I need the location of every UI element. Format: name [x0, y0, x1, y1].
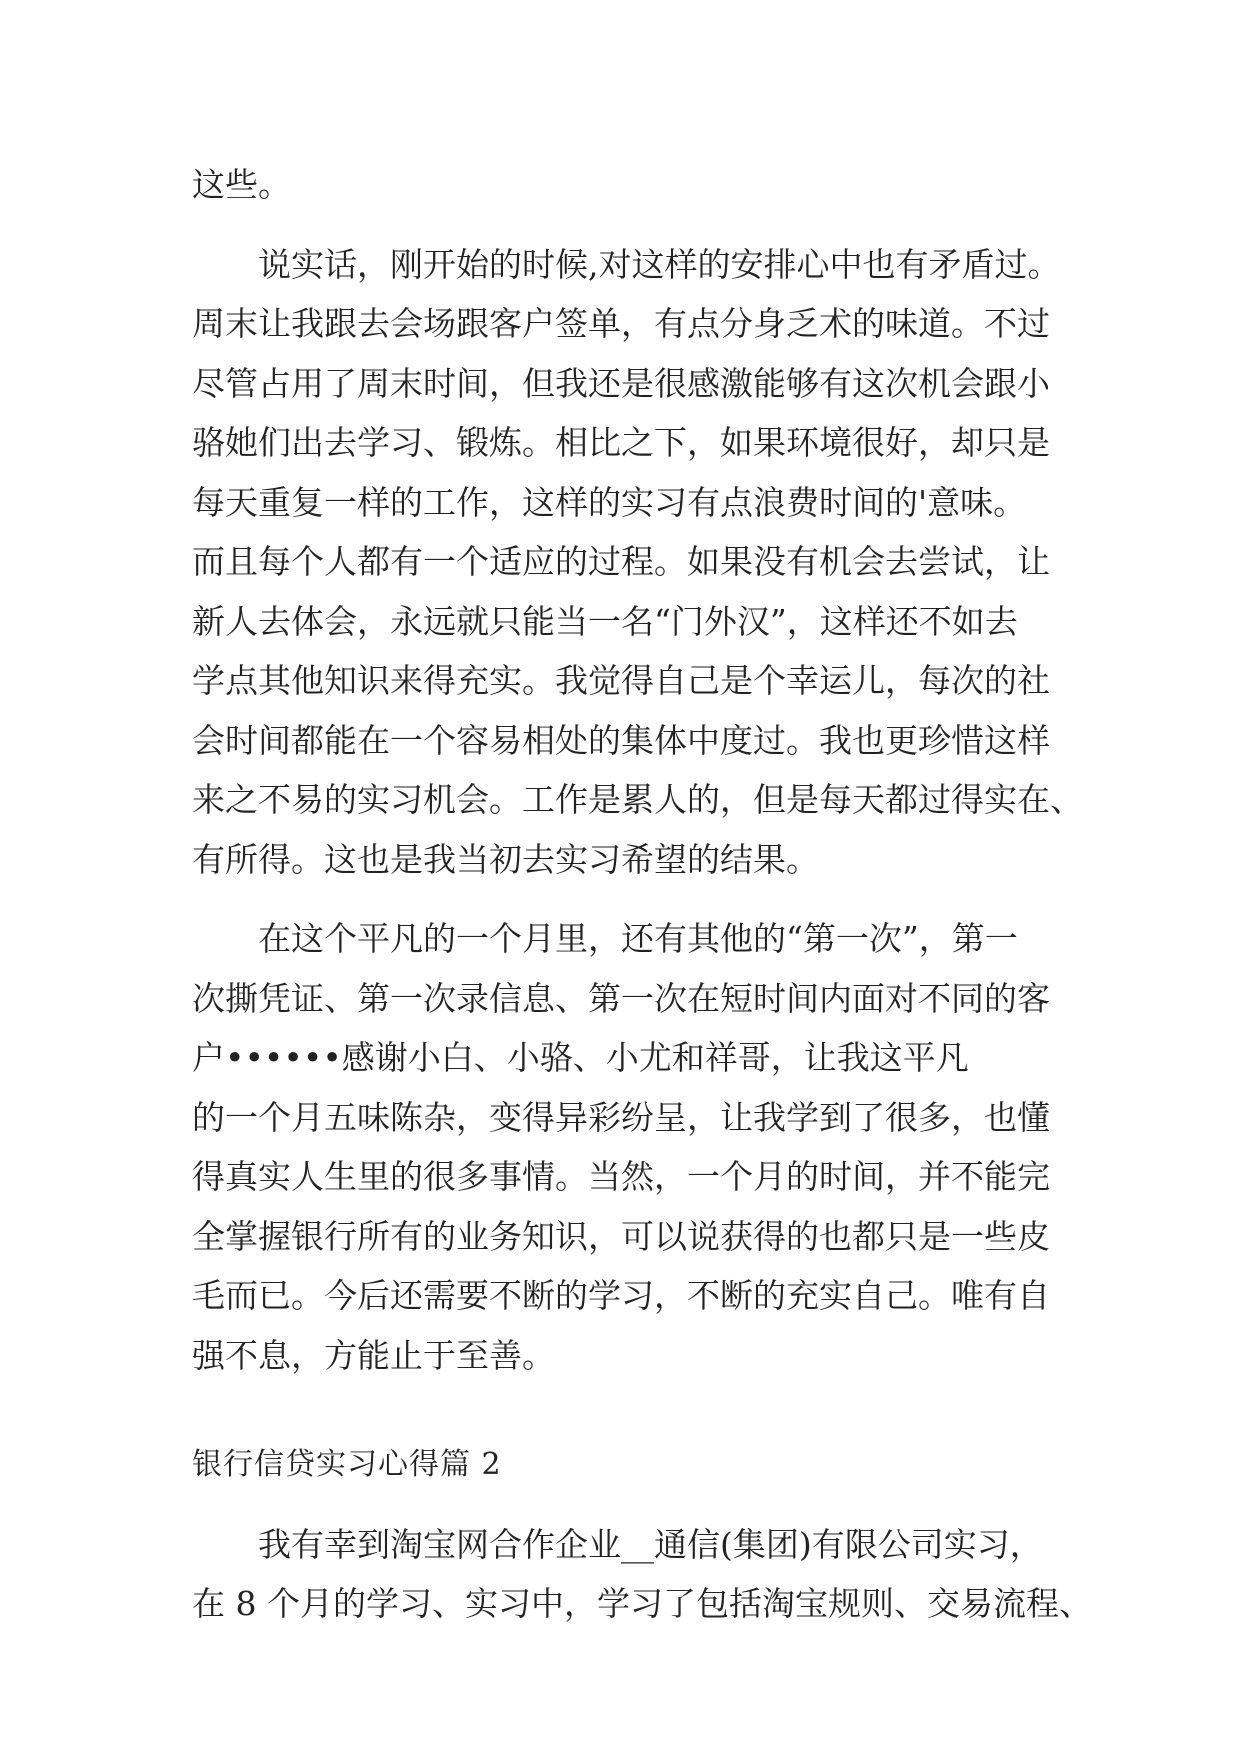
text-line: 户••••••感谢小白、小骆、小尤和祥哥，让我这平凡 [192, 1038, 969, 1077]
text-line: 周末让我跟去会场跟客户签单，有点分身乏术的味道。不过 [192, 304, 1050, 343]
paragraph [192, 909, 1072, 1385]
text-line: 在这个平凡的一个月里，还有其他的“第一次”，第一 [258, 919, 1018, 958]
text-line: 会时间都能在一个容易相处的集体中度过。我也更珍惜这样 [192, 720, 1050, 760]
text-line: 强不息，方能止于至善。 [192, 1335, 555, 1375]
text-line: 得真实人生里的很多事情。当然，一个月的时间，并不能完 [192, 1157, 1050, 1196]
text-line: 的一个月五味陈杂，变得异彩纷呈，让我学到了很多，也懂 [192, 1097, 1050, 1137]
text-line: 说实话，刚开始的时候,对这样的安排心中也有矛盾过。 [258, 244, 1061, 284]
text-line: 尽管占用了周末时间，但我还是很感激能够有这次机会跟小 [192, 363, 1050, 403]
text-line: 我有幸到淘宝网合作企业__通信(集团)有限公司实习， [258, 1524, 1043, 1564]
text-line: 这些。 [192, 165, 291, 204]
text-line: 骆她们出去学习、锻炼。相比之下，如果环境很好，却只是 [192, 423, 1050, 462]
text-line: 在 8 个月的学习、实习中，学习了包括淘宝规则、交易流程、 [192, 1584, 1092, 1623]
text-line: 学点其他知识来得充实。我觉得自己是个幸运儿，每次的社 [192, 661, 1050, 700]
paragraph [192, 235, 1083, 890]
text-line: 有所得。这也是我当初去实习希望的结果。 [192, 839, 819, 879]
paragraph [192, 1515, 1092, 1634]
text-line: 次撕凭证、第一次录信息、第一次在短时间内面对不同的客 [192, 978, 1050, 1018]
text-line: 而且每个人都有一个适应的过程。如果没有机会去尝试，让 [192, 542, 1050, 581]
text-line: 来之不易的实习机会。工作是累人的，但是每天都过得实在、 [192, 780, 1083, 819]
text-line: 新人去体会，永远就只能当一名“门外汉”，这样还不如去 [192, 601, 1018, 641]
continuation-text [192, 155, 1072, 215]
document-body [192, 155, 1092, 1634]
text-line: 每天重复一样的工作，这样的实习有点浪费时间的'意味。 [192, 482, 1027, 522]
text-line: 毛而已。今后还需要不断的学习，不断的充实自己。唯有自 [192, 1276, 1050, 1315]
text-line: 全掌握银行所有的业务知识，可以说获得的也都只是一些皮 [192, 1216, 1050, 1256]
section-heading: 银行信贷实习心得篇 2 [192, 1447, 502, 1482]
